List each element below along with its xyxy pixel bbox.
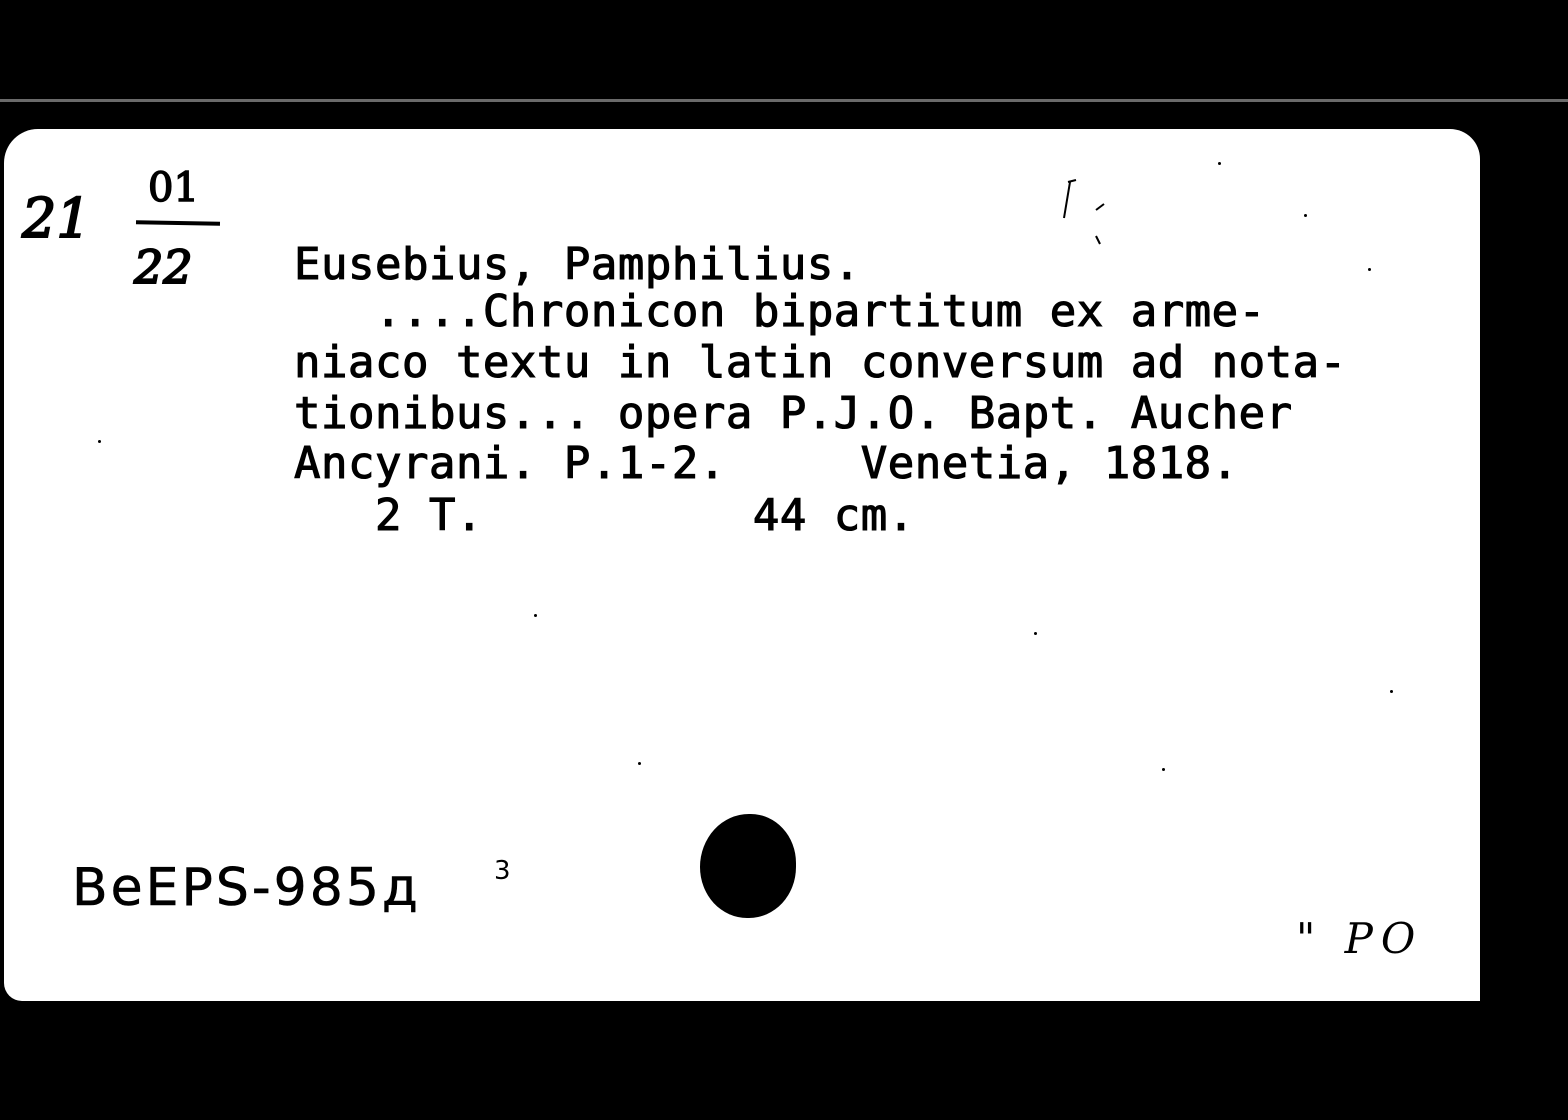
- scan-edge-line: [0, 99, 1568, 102]
- pencil-mark: [1056, 178, 1116, 248]
- author-heading: Eusebius, Pamphilius.: [294, 239, 861, 290]
- speck: [1034, 632, 1037, 635]
- speck: [1218, 162, 1221, 165]
- corner-handwritten-note: " РО: [1296, 914, 1424, 963]
- shelf-class-number: 21: [22, 187, 91, 250]
- shelf-fraction-bottom: 22: [134, 240, 193, 294]
- title-line-3: tionibus... opera P.J.O. Bapt. Aucher: [294, 388, 1293, 439]
- speck: [1162, 768, 1165, 771]
- title-line-4: Ancyrani. P.1-2. Venetia, 1818.: [294, 438, 1239, 489]
- speck: [98, 440, 101, 443]
- speck: [1304, 214, 1307, 217]
- speck: [1390, 690, 1393, 693]
- accession-number: BeEPS-985д: [72, 858, 421, 918]
- speck: [534, 614, 537, 617]
- speck: [638, 762, 641, 765]
- speck: [1368, 268, 1371, 271]
- punch-hole: [700, 814, 796, 918]
- title-line-1: ....Chronicon bipartitum ex arme-: [294, 286, 1266, 337]
- collation-line: 2 T. 44 cm.: [294, 490, 915, 541]
- shelf-fraction-top: 01: [148, 165, 199, 211]
- accession-superscript: 3: [494, 856, 511, 886]
- title-line-2: niaco textu in latin conversum ad nota-: [294, 337, 1347, 388]
